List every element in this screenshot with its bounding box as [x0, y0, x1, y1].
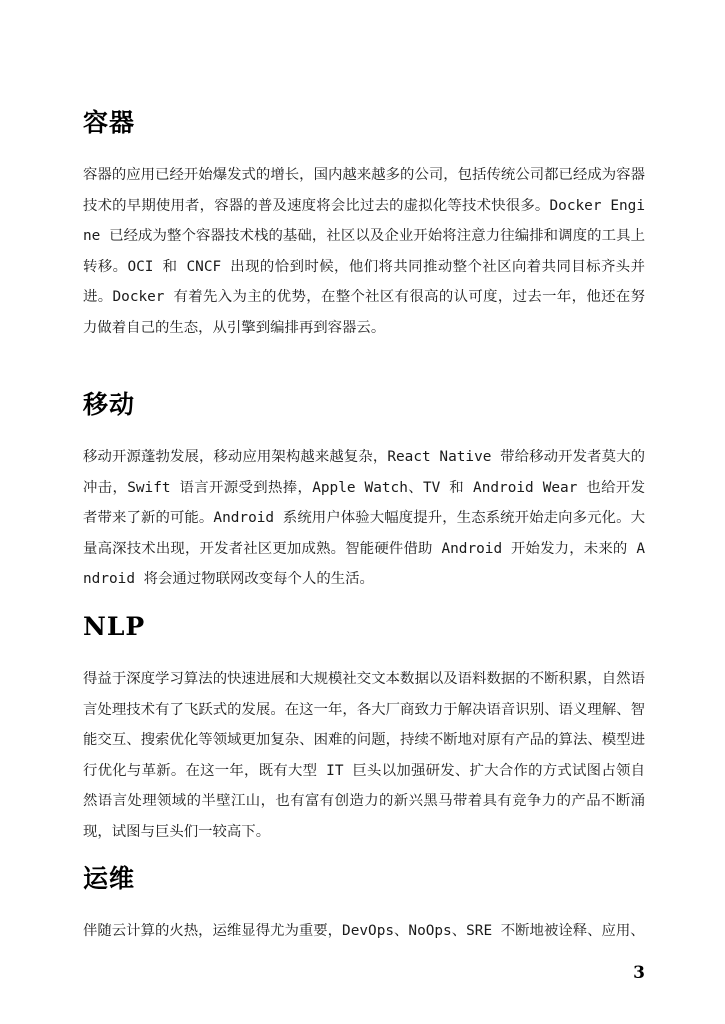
section-paragraph: 移动开源蓬勃发展，移动应用架构越来越复杂，React Native 带给移动开发者莫大的冲击，Swift 语言开源受到热捧，Apple Watch、TV 和 Android Wear 也给开发者带来了新的可能。Android 系统用户体验大幅度提升，生态系统开始走向多元化。大量高深技术出现，开发者社区更加成熟。智能硬件借助 Android 开始发力，未来的 Android 将会通过物联网改变每个人的生活。: [83, 449, 645, 587]
section-containers: [83, 108, 645, 343]
section-mobile: [83, 390, 645, 595]
section-paragraph: 容器的应用已经开始爆发式的增长，国内越来越多的公司，包括传统公司都已经成为容器技术的早期使用者，容器的普及速度将会比过去的虚拟化等技术快很多。Docker Engine 已经成为整个容器技术栈的基础，社区以及企业开始将注意力往编排和调度的工具上转移。OCI 和 CNCF 出现的恰到时候，他们将共同推动整个社区向着共同目标齐头并进。Docker 有着先入为主的优势，在整个社区有很高的认可度，过去一年，他还在努力做着自己的生态，从引擎到编排再到容器云。: [83, 167, 645, 336]
page-number: 3: [633, 963, 645, 983]
section-heading: 容器: [83, 108, 136, 137]
section-ops: [83, 864, 645, 947]
section-heading: 移动: [83, 390, 136, 419]
document-page: [83, 0, 645, 1024]
section-nlp: [83, 612, 645, 847]
section-heading: 运维: [83, 864, 136, 893]
section-paragraph: 得益于深度学习算法的快速进展和大规模社交文本数据以及语料数据的不断积累，自然语言处理技术有了飞跃式的发展。在这一年，各大厂商致力于解决语音识别、语义理解、智能交互、搜索优化等领域更加复杂、困难的问题，持续不断地对原有产品的算法、模型进行优化与革新。在这一年，既有大型 IT 巨头以加强研发、扩大合作的方式试图占领自然语言处理领域的半壁江山，也有富有创造力的新兴黑马带着具有竞争力的产品不断涌现，试图与巨头们一较高下。: [83, 671, 645, 840]
section-heading: NLP: [83, 612, 146, 641]
section-paragraph: 伴随云计算的火热，运维显得尤为重要，DevOps、NoOps、SRE 不断地被诠释、应用、: [83, 923, 645, 939]
